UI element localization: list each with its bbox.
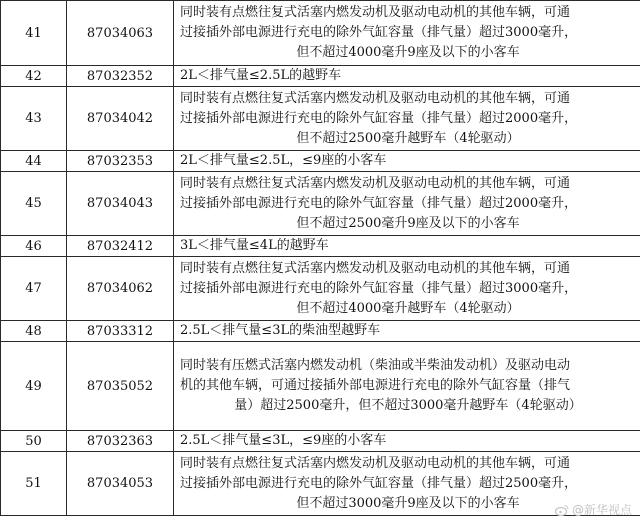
description-line: 同时装有点燃往复式活塞内燃发动机及驱动电动机的其他车辆，可通 xyxy=(180,455,571,471)
item-description xyxy=(174,87,640,151)
table-row xyxy=(1,66,640,87)
tariff-code: 87034053 xyxy=(67,452,174,516)
description-line: 过接插外部电源进行充电的除外气缸容量（排气量）超过3000毫升， xyxy=(180,25,578,40)
description-line: 量）超过2500毫升，但不超过3000毫升越野车（4轮驱动） xyxy=(234,398,582,413)
item-description xyxy=(174,342,640,431)
tariff-code: 87032363 xyxy=(67,431,174,452)
description-line: 2L＜排气量≤2.5L的越野车 xyxy=(180,68,342,83)
watermark-text: @新华视点 xyxy=(571,503,632,517)
table-row xyxy=(1,321,640,342)
row-number: 43 xyxy=(1,87,67,151)
weibo-icon xyxy=(555,504,569,516)
description-line: 但不超过4000毫升9座及以下的小客车 xyxy=(296,45,520,60)
tariff-code: 87034042 xyxy=(67,87,174,151)
table-row xyxy=(1,452,640,516)
tariff-code: 87032353 xyxy=(67,151,174,172)
item-description xyxy=(174,236,640,257)
row-number: 46 xyxy=(1,236,67,257)
description-line: 机的其他车辆，可通过接插外部电源进行充电的除外气缸容量（排气 xyxy=(180,378,571,393)
tariff-code: 87034062 xyxy=(67,257,174,321)
description-line: 同时装有压燃式活塞内燃发动机（柴油或半柴油发动机）及驱动电动 xyxy=(180,358,571,373)
item-description xyxy=(174,321,640,342)
tariff-code: 87034043 xyxy=(67,172,174,236)
row-number: 50 xyxy=(1,431,67,452)
item-description xyxy=(174,431,640,452)
description-line: 但不超过2500毫升越野车（4轮驱动） xyxy=(296,130,520,146)
description-line: 2.5L＜排气量≤3L的柴油型越野车 xyxy=(180,323,381,338)
description-line: 2.5L＜排气量≤3L，≤9座的小客车 xyxy=(180,433,387,448)
description-line: 同时装有点燃往复式活塞内燃发动机及驱动电动机的其他车辆，可通 xyxy=(180,90,571,106)
table-row xyxy=(1,87,640,151)
table-row xyxy=(1,151,640,172)
table-row xyxy=(1,257,640,321)
tariff-code: 87032352 xyxy=(67,66,174,87)
description-line: 3L＜排气量≤4L的越野车 xyxy=(180,238,329,253)
row-number: 41 xyxy=(1,1,67,66)
row-number: 42 xyxy=(1,66,67,87)
description-line: 过接插外部电源进行充电的除外气缸容量（排气量）超过2500毫升， xyxy=(180,475,578,491)
description-line: 过接插外部电源进行充电的除外气缸容量（排气量）超过2000毫升， xyxy=(180,195,578,211)
tariff-code: 87032412 xyxy=(67,236,174,257)
item-description xyxy=(174,257,640,321)
table-row xyxy=(1,1,640,66)
tariff-code: 87035052 xyxy=(67,342,174,431)
row-number: 49 xyxy=(1,342,67,431)
row-number: 44 xyxy=(1,151,67,172)
description-line: 同时装有点燃往复式活塞内燃发动机及驱动电动机的其他车辆，可通 xyxy=(180,175,571,191)
table-row xyxy=(1,236,640,257)
table-row xyxy=(1,342,640,431)
row-number: 47 xyxy=(1,257,67,321)
description-line: 但不超过2500毫升9座及以下的小客车 xyxy=(296,215,520,231)
table-row xyxy=(1,172,640,236)
row-number: 45 xyxy=(1,172,67,236)
item-description xyxy=(174,66,640,87)
description-line: 同时装有点燃往复式活塞内燃发动机及驱动电动机的其他车辆，可通 xyxy=(180,260,571,276)
item-description xyxy=(174,172,640,236)
table-row xyxy=(1,431,640,452)
item-description xyxy=(174,151,640,172)
description-line: 同时装有点燃往复式活塞内燃发动机及驱动电动机的其他车辆，可通 xyxy=(180,5,571,20)
item-description xyxy=(174,1,640,66)
description-line: 过接插外部电源进行充电的除外气缸容量（排气量）超过3000毫升， xyxy=(180,280,578,296)
row-number: 48 xyxy=(1,321,67,342)
source-watermark xyxy=(555,501,632,518)
description-line: 过接插外部电源进行充电的除外气缸容量（排气量）超过2000毫升， xyxy=(180,110,578,126)
description-line: 但不超过3000毫升9座及以下的小客车 xyxy=(296,495,520,511)
tariff-code: 87034063 xyxy=(67,1,174,66)
tariff-code: 87033312 xyxy=(67,321,174,342)
row-number: 51 xyxy=(1,452,67,516)
description-line: 2L＜排气量≤2.5L，≤9座的小客车 xyxy=(180,153,387,168)
description-line: 但不超过4000毫升越野车（4轮驱动） xyxy=(296,300,520,316)
